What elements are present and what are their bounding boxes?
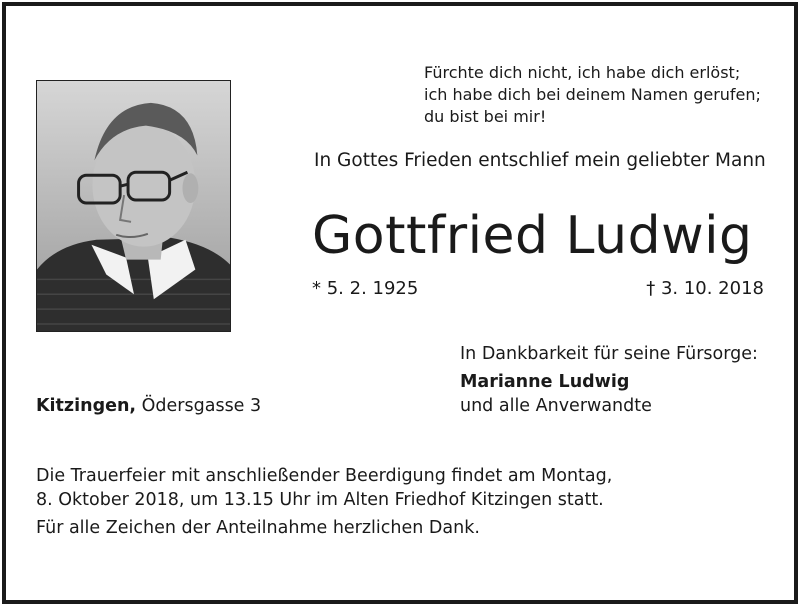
portrait-photo	[36, 80, 231, 332]
verse-line: du bist bei mir!	[424, 107, 547, 126]
death-date: † 3. 10. 2018	[646, 278, 764, 299]
verse-line: ich habe dich bei deinem Namen gerufen;	[424, 85, 761, 104]
ceremony-line: 8. Oktober 2018, um 13.15 Uhr im Alten Friedhof Kitzingen statt.	[36, 490, 604, 510]
thanks-intro: In Dankbarkeit für seine Fürsorge:	[460, 344, 758, 364]
verse-line: Fürchte dich nicht, ich habe dich erlöst;	[424, 63, 741, 82]
address	[36, 396, 261, 416]
portrait-photo-icon	[37, 81, 230, 331]
bible-verse	[424, 62, 761, 128]
address-street: Ödersgasse 3	[141, 396, 262, 416]
deceased-name: Gottfried Ludwig	[312, 206, 753, 266]
ceremony-info	[36, 464, 612, 512]
intro-text: In Gottes Frieden entschlief mein geliebter Mann	[314, 150, 766, 171]
ceremony-line: Die Trauerfeier mit anschließender Beerdigung findet am Montag,	[36, 466, 613, 486]
relatives-text: und alle Anverwandte	[460, 396, 652, 416]
address-city: Kitzingen,	[36, 396, 137, 416]
survivor-name: Marianne Ludwig	[460, 372, 630, 392]
closing-text: Für alle Zeichen der Anteilnahme herzlichen Dank.	[36, 518, 480, 538]
birth-date: * 5. 2. 1925	[312, 278, 419, 299]
